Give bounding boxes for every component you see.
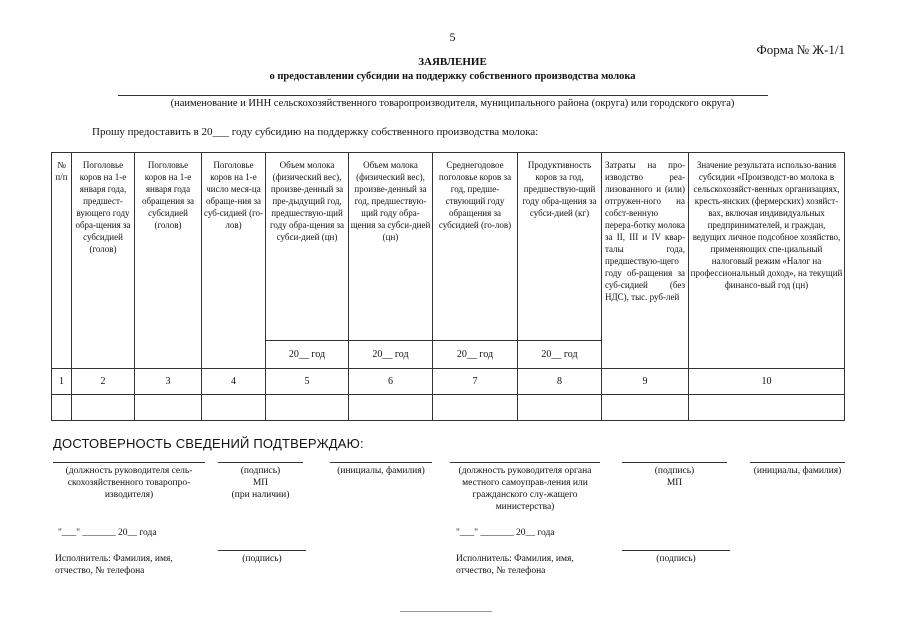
- left-date[interactable]: "___" _______ 20__ года: [58, 528, 157, 538]
- data-cell[interactable]: [689, 395, 845, 421]
- header-col-1: № п/п: [52, 153, 72, 369]
- left-initials-label: (инициалы, фамилия): [337, 466, 425, 476]
- data-cell[interactable]: [52, 395, 72, 421]
- year-label-col-6[interactable]: 20__ год: [349, 341, 433, 369]
- header-col-4: Поголовье коров на 1-е число меся-ца обраще-ния за суб-сидией (го-лов): [202, 153, 266, 369]
- left-position-label: (должность руководителя сель-скохозяйственного товаропро-изводителя): [65, 466, 193, 500]
- left-executor: Исполнитель: Фамилия, имя, отчество, № телефона: [55, 554, 173, 576]
- data-cell[interactable]: [602, 395, 689, 421]
- data-cell[interactable]: [135, 395, 202, 421]
- left-signature2-line[interactable]: [218, 550, 306, 551]
- year-label-col-8[interactable]: 20__ год: [518, 341, 602, 369]
- table-row: [52, 395, 845, 421]
- left-initials-line[interactable]: [330, 462, 432, 463]
- right-position-label: (должность руководителя органа местного самоуправ-ления или гражданского слу-жащего министерства): [458, 466, 592, 512]
- right-stamp-label: МП: [666, 478, 683, 488]
- right-signature-label: (подпись): [654, 466, 695, 476]
- header-col-9: Затраты на про-изводство реа-лизованного и (или) отгружен-ного на собст-венную перера-ботку молока за II, III и IV квар-талы года, предшествую-щего году об-ращения за суб-сидией (без НДС), тыс. руб-лей: [602, 153, 689, 369]
- column-number: 1: [52, 369, 72, 395]
- request-text: Прошу предоставить в 20___ году субсидию на поддержку собственного производства молока:: [92, 126, 539, 138]
- right-executor: Исполнитель: Фамилия, имя, отчество, № телефона: [456, 554, 574, 576]
- column-number: 6: [349, 369, 433, 395]
- left-signature2-label: (подпись): [242, 554, 282, 564]
- right-initials-line[interactable]: [750, 462, 845, 463]
- column-number: 10: [689, 369, 845, 395]
- data-cell[interactable]: [518, 395, 602, 421]
- applicant-fill-line[interactable]: [118, 95, 768, 96]
- header-col-3: Поголовье коров на 1-е января года обращения за субсидией (голов): [135, 153, 202, 369]
- right-position-line[interactable]: [450, 462, 600, 463]
- confirm-heading: ДОСТОВЕРНОСТЬ СВЕДЕНИЙ ПОДТВЕРЖДАЮ:: [53, 436, 364, 451]
- page-number: 5: [449, 30, 456, 44]
- column-number: 5: [266, 369, 349, 395]
- header-col-7: Среднегодовое поголовье коров за год, предше-ствующий году обращения за субсидией (го-лов): [433, 153, 518, 341]
- right-signature-line[interactable]: [622, 462, 727, 463]
- right-signature2-line[interactable]: [622, 550, 730, 551]
- data-cell[interactable]: [202, 395, 266, 421]
- data-cell[interactable]: [72, 395, 135, 421]
- footnote-divider: [400, 611, 492, 612]
- right-date[interactable]: "___" _______ 20__ года: [456, 528, 555, 538]
- year-label-col-7[interactable]: 20__ год: [433, 341, 518, 369]
- data-cell[interactable]: [433, 395, 518, 421]
- column-number: 9: [602, 369, 689, 395]
- column-number: 8: [518, 369, 602, 395]
- subsidy-table: [51, 152, 845, 421]
- right-signature2-label: (подпись): [656, 554, 696, 564]
- year-label-col-5[interactable]: 20__ год: [266, 341, 349, 369]
- form-number: Форма № Ж-1/1: [756, 42, 845, 57]
- header-col-5: Объем молока (физический вес), произве-денный за пре-дыдущий год, предшествую-щий году обра-щения за субси-дией (цн): [266, 153, 349, 341]
- header-col-2: Поголовье коров на 1-е января года, предшест-вующего году обра-щения за субсидией (голов): [72, 153, 135, 369]
- header-col-10: Значение результата использо-вания субсидии «Производст-во молока в сельскохозяйст-венных организациях, кресть-янских (фермерских) хозяйст-вах, включая индивидуальных предпринимателей, и граждан, ведущих личное подсобное хозяйство, применяющих спе-циальный налоговый режим «Налог на профессиональный доход», на текущий финансо-вый год (цн): [689, 153, 845, 369]
- left-signature-line[interactable]: [218, 462, 303, 463]
- header-col-6: Объем молока (физический вес), произве-денный за год, предшествую-щий году обра-щения за субси-дией (цн): [349, 153, 433, 341]
- data-cell[interactable]: [349, 395, 433, 421]
- column-number: 3: [135, 369, 202, 395]
- left-signature-label: (подпись): [240, 466, 281, 476]
- column-number: 7: [433, 369, 518, 395]
- left-position-line[interactable]: [53, 462, 205, 463]
- left-stamp-note: (при наличии): [231, 490, 290, 500]
- column-number: 4: [202, 369, 266, 395]
- column-number: 2: [72, 369, 135, 395]
- data-cell[interactable]: [266, 395, 349, 421]
- form-title: ЗАЯВЛЕНИЕ: [418, 56, 487, 68]
- header-col-8: Продуктивность коров за год, предшествую-щий году обра-щения за субси-дией (кг): [518, 153, 602, 341]
- right-initials-label: (инициалы, фамилия): [753, 466, 842, 476]
- left-stamp-label: МП: [252, 478, 269, 488]
- applicant-hint: (наименование и ИНН сельскохозяйственного товаропроизводителя, муниципального района (округа) или городского округа): [170, 98, 735, 109]
- form-subtitle: о предоставлении субсидии на поддержку собственного производства молока: [269, 71, 636, 82]
